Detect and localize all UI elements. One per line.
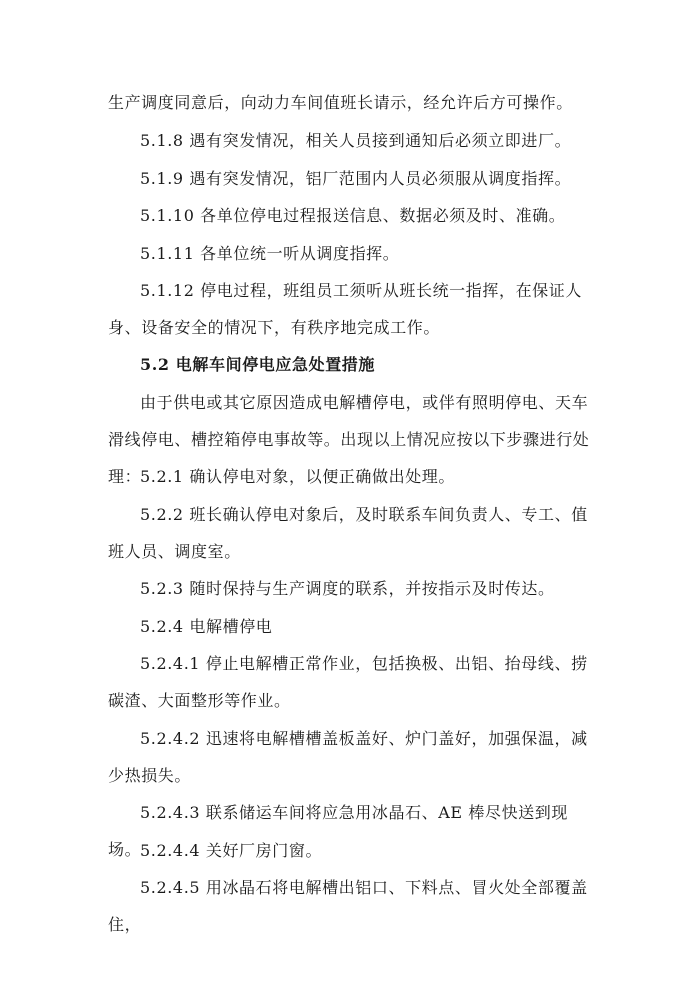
clause-5-1-9: 5.1.9 遇有突发情况，铝厂范围内人员必须服从调度指挥。 (140, 169, 572, 188)
clause-5-2-4-1: 5.2.4.1 停止电解槽正常作业，包括换极、出铝、抬母线、捞碳渣、大面整形等作业。 (108, 654, 588, 710)
paragraph-continuation: 生产调度同意后，向动力车间值班长请示，经允许后方可操作。 (108, 93, 573, 112)
clause-5-2-4-3: 5.2.4.3 联系储运车间将应急用冰晶石、AE 棒尽快送到现场。 (108, 803, 568, 859)
clause-5-2-4-5: 5.2.4.5 用冰晶石将电解槽出铝口、下料点、冒火处全部覆盖住， (108, 878, 588, 934)
clause-5-1-11: 5.1.11 各单位统一听从调度指挥。 (140, 244, 400, 263)
clause-5-2-2: 5.2.2 班长确认停电对象后，及时联系车间负责人、专工、值班人员、调度室。 (108, 505, 588, 561)
clause-5-1-10: 5.1.10 各单位停电过程报送信息、数据必须及时、准确。 (140, 206, 566, 225)
section-intro-paragraph: 由于供电或其它原因造成电解槽停电，或伴有照明停电、天车滑线停电、槽控箱停电事故等。出现以上情况应按以下步骤进行处理： (108, 393, 590, 486)
clause-5-1-8: 5.1.8 遇有突发情况，相关人员接到通知后必须立即进厂。 (140, 131, 572, 150)
clause-5-2-3: 5.2.3 随时保持与生产调度的联系，并按指示及时传达。 (140, 579, 555, 598)
clause-5-1-12: 5.1.12 停电过程，班组员工须听从班长统一指挥，在保证人身、设备安全的情况下，有秩序地完成工作。 (108, 281, 582, 337)
clause-5-2-4: 5.2.4 电解槽停电 (140, 617, 273, 636)
clause-5-2-1: 5.2.1 确认停电对象，以便正确做出处理。 (140, 467, 455, 486)
clause-5-2-4-2: 5.2.4.2 迅速将电解槽槽盖板盖好、炉门盖好，加强保温，减少热损失。 (108, 729, 588, 785)
clause-5-2-4-4: 5.2.4.4 关好厂房门窗。 (140, 841, 323, 860)
section-heading-5-2: 5.2 电解车间停电应急处置措施 (140, 355, 376, 374)
